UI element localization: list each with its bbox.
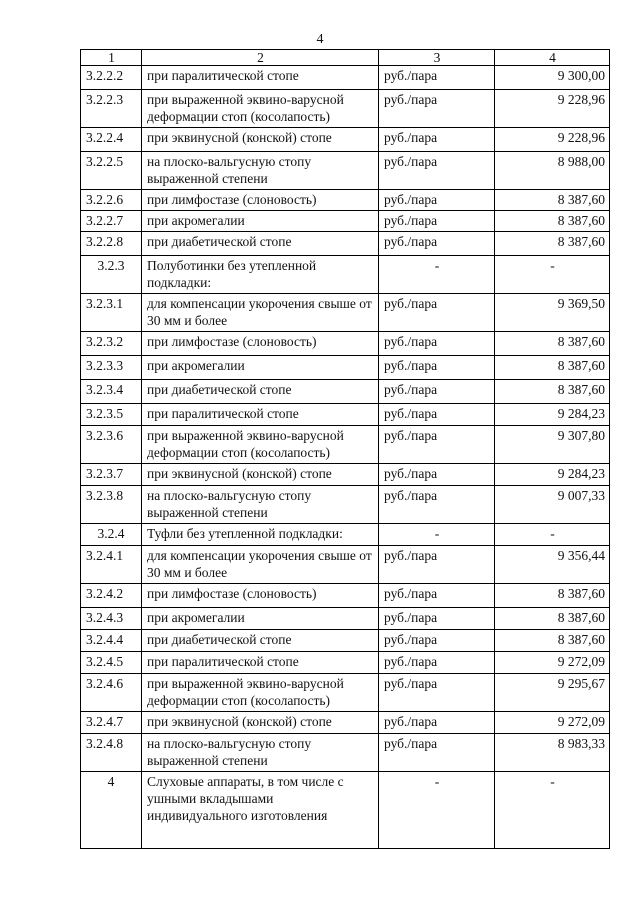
- row-price: 9 272,09: [495, 712, 610, 734]
- table-row: [81, 734, 610, 772]
- row-name: на плоско-вальгусную стопу выраженной степени: [142, 486, 379, 524]
- row-code: 3.2.4: [81, 524, 142, 546]
- row-code: 3.2.2.7: [81, 211, 142, 232]
- table-group-row: [81, 524, 610, 546]
- table-row: [81, 630, 610, 652]
- row-code: 3.2.3: [81, 256, 142, 294]
- row-code: 3.2.2.4: [81, 128, 142, 152]
- row-name: для компенсации укорочения свыше от 30 мм и более: [142, 546, 379, 584]
- row-price: 9 307,80: [495, 426, 610, 464]
- row-unit: руб./пара: [379, 608, 495, 630]
- row-price: 8 387,60: [495, 332, 610, 356]
- row-name: Туфли без утепленной подкладки:: [142, 524, 379, 546]
- table-row: [81, 380, 610, 404]
- row-name: на плоско-вальгусную стопу выраженной степени: [142, 152, 379, 190]
- table-row: [81, 404, 610, 426]
- row-unit: руб./пара: [379, 734, 495, 772]
- row-unit: руб./пара: [379, 152, 495, 190]
- row-code: 3.2.3.6: [81, 426, 142, 464]
- row-price: 9 007,33: [495, 486, 610, 524]
- row-name: при лимфостазе (слоновость): [142, 332, 379, 356]
- row-code: 3.2.4.2: [81, 584, 142, 608]
- row-unit: руб./пара: [379, 712, 495, 734]
- row-name: при паралитической стопе: [142, 404, 379, 426]
- tariff-table: [80, 49, 610, 849]
- row-price: 9 228,96: [495, 128, 610, 152]
- table-row: [81, 332, 610, 356]
- row-unit: руб./пара: [379, 584, 495, 608]
- table-row: [81, 232, 610, 256]
- row-code: 3.2.2.2: [81, 66, 142, 90]
- row-unit: руб./пара: [379, 66, 495, 90]
- row-name: при диабетической стопе: [142, 630, 379, 652]
- row-unit: руб./пара: [379, 90, 495, 128]
- row-price: 8 387,60: [495, 190, 610, 211]
- row-name: при паралитической стопе: [142, 66, 379, 90]
- table-row: [81, 426, 610, 464]
- row-name: при лимфостазе (слоновость): [142, 190, 379, 211]
- row-code: 3.2.4.7: [81, 712, 142, 734]
- row-price: 9 284,23: [495, 404, 610, 426]
- row-unit: руб./пара: [379, 426, 495, 464]
- table-group-row: [81, 256, 610, 294]
- row-code: 3.2.3.4: [81, 380, 142, 404]
- row-unit: руб./пара: [379, 380, 495, 404]
- row-unit: -: [379, 256, 495, 294]
- row-code: 3.2.3.3: [81, 356, 142, 380]
- header-cell-1: 1: [81, 50, 142, 66]
- row-unit: руб./пара: [379, 211, 495, 232]
- row-unit: руб./пара: [379, 128, 495, 152]
- row-code: 3.2.3.7: [81, 464, 142, 486]
- row-price: -: [495, 256, 610, 294]
- row-price: 8 387,60: [495, 356, 610, 380]
- table-header-row: [81, 50, 610, 66]
- row-unit: руб./пара: [379, 630, 495, 652]
- row-name: для компенсации укорочения свыше от 30 мм и более: [142, 294, 379, 332]
- row-code: 3.2.3.5: [81, 404, 142, 426]
- table-row: [81, 90, 610, 128]
- table-row: [81, 294, 610, 332]
- row-unit: руб./пара: [379, 294, 495, 332]
- row-unit: руб./пара: [379, 332, 495, 356]
- row-price: 9 300,00: [495, 66, 610, 90]
- row-price: -: [495, 524, 610, 546]
- row-name: при акромегалии: [142, 608, 379, 630]
- row-name: при эквинусной (конской) стопе: [142, 128, 379, 152]
- row-price: -: [495, 772, 610, 849]
- page-number: 4: [316, 32, 324, 47]
- table-row: [81, 211, 610, 232]
- row-unit: руб./пара: [379, 232, 495, 256]
- row-code: 3.2.4.4: [81, 630, 142, 652]
- row-price: 9 284,23: [495, 464, 610, 486]
- table-row: [81, 356, 610, 380]
- row-name: при диабетической стопе: [142, 232, 379, 256]
- row-code: 3.2.2.5: [81, 152, 142, 190]
- row-price: 8 387,60: [495, 380, 610, 404]
- row-code: 4: [81, 772, 142, 849]
- row-code: 3.2.2.8: [81, 232, 142, 256]
- header-cell-3: 3: [379, 50, 495, 66]
- row-unit: руб./пара: [379, 356, 495, 380]
- table-row: [81, 608, 610, 630]
- row-price: 9 272,09: [495, 652, 610, 674]
- row-name: при выраженной эквино-варусной деформации стоп (косолапость): [142, 426, 379, 464]
- row-name: при выраженной эквино-варусной деформации стоп (косолапость): [142, 674, 379, 712]
- row-name: Слуховые аппараты, в том числе с ушными вкладышами индивидуального изготовления: [142, 772, 379, 849]
- table-row: [81, 152, 610, 190]
- row-unit: руб./пара: [379, 674, 495, 712]
- row-code: 3.2.4.5: [81, 652, 142, 674]
- row-price: 9 369,50: [495, 294, 610, 332]
- row-name: Полуботинки без утепленной подкладки:: [142, 256, 379, 294]
- row-code: 3.2.4.3: [81, 608, 142, 630]
- row-price: 8 387,60: [495, 630, 610, 652]
- row-price: 8 387,60: [495, 584, 610, 608]
- table-row: [81, 190, 610, 211]
- row-price: 8 983,33: [495, 734, 610, 772]
- table-row: [81, 66, 610, 90]
- row-price: 9 295,67: [495, 674, 610, 712]
- row-name: при лимфостазе (слоновость): [142, 584, 379, 608]
- row-name: при акромегалии: [142, 356, 379, 380]
- row-unit: руб./пара: [379, 464, 495, 486]
- row-code: 3.2.4.6: [81, 674, 142, 712]
- header-cell-4: 4: [495, 50, 610, 66]
- header-cell-2: 2: [142, 50, 379, 66]
- row-code: 3.2.4.8: [81, 734, 142, 772]
- row-unit: -: [379, 772, 495, 849]
- table-row: [81, 546, 610, 584]
- table-row: [81, 652, 610, 674]
- row-unit: руб./пара: [379, 190, 495, 211]
- row-code: 3.2.3.2: [81, 332, 142, 356]
- row-name: при акромегалии: [142, 211, 379, 232]
- row-price: 8 387,60: [495, 232, 610, 256]
- table-group-row: [81, 772, 610, 849]
- row-name: на плоско-вальгусную стопу выраженной степени: [142, 734, 379, 772]
- row-unit: руб./пара: [379, 652, 495, 674]
- row-code: 3.2.3.1: [81, 294, 142, 332]
- row-unit: руб./пара: [379, 546, 495, 584]
- table-row: [81, 584, 610, 608]
- row-code: 3.2.4.1: [81, 546, 142, 584]
- row-price: 9 228,96: [495, 90, 610, 128]
- row-unit: руб./пара: [379, 486, 495, 524]
- row-unit: -: [379, 524, 495, 546]
- row-name: при выраженной эквино-варусной деформации стоп (косолапость): [142, 90, 379, 128]
- table-row: [81, 674, 610, 712]
- table-row: [81, 464, 610, 486]
- row-name: при диабетической стопе: [142, 380, 379, 404]
- row-code: 3.2.2.6: [81, 190, 142, 211]
- row-code: 3.2.2.3: [81, 90, 142, 128]
- row-price: 8 387,60: [495, 211, 610, 232]
- row-code: 3.2.3.8: [81, 486, 142, 524]
- row-price: 8 387,60: [495, 608, 610, 630]
- table-row: [81, 486, 610, 524]
- row-name: при паралитической стопе: [142, 652, 379, 674]
- row-name: при эквинусной (конской) стопе: [142, 464, 379, 486]
- row-price: 8 988,00: [495, 152, 610, 190]
- table-row: [81, 712, 610, 734]
- row-unit: руб./пара: [379, 404, 495, 426]
- row-name: при эквинусной (конской) стопе: [142, 712, 379, 734]
- table-row: [81, 128, 610, 152]
- row-price: 9 356,44: [495, 546, 610, 584]
